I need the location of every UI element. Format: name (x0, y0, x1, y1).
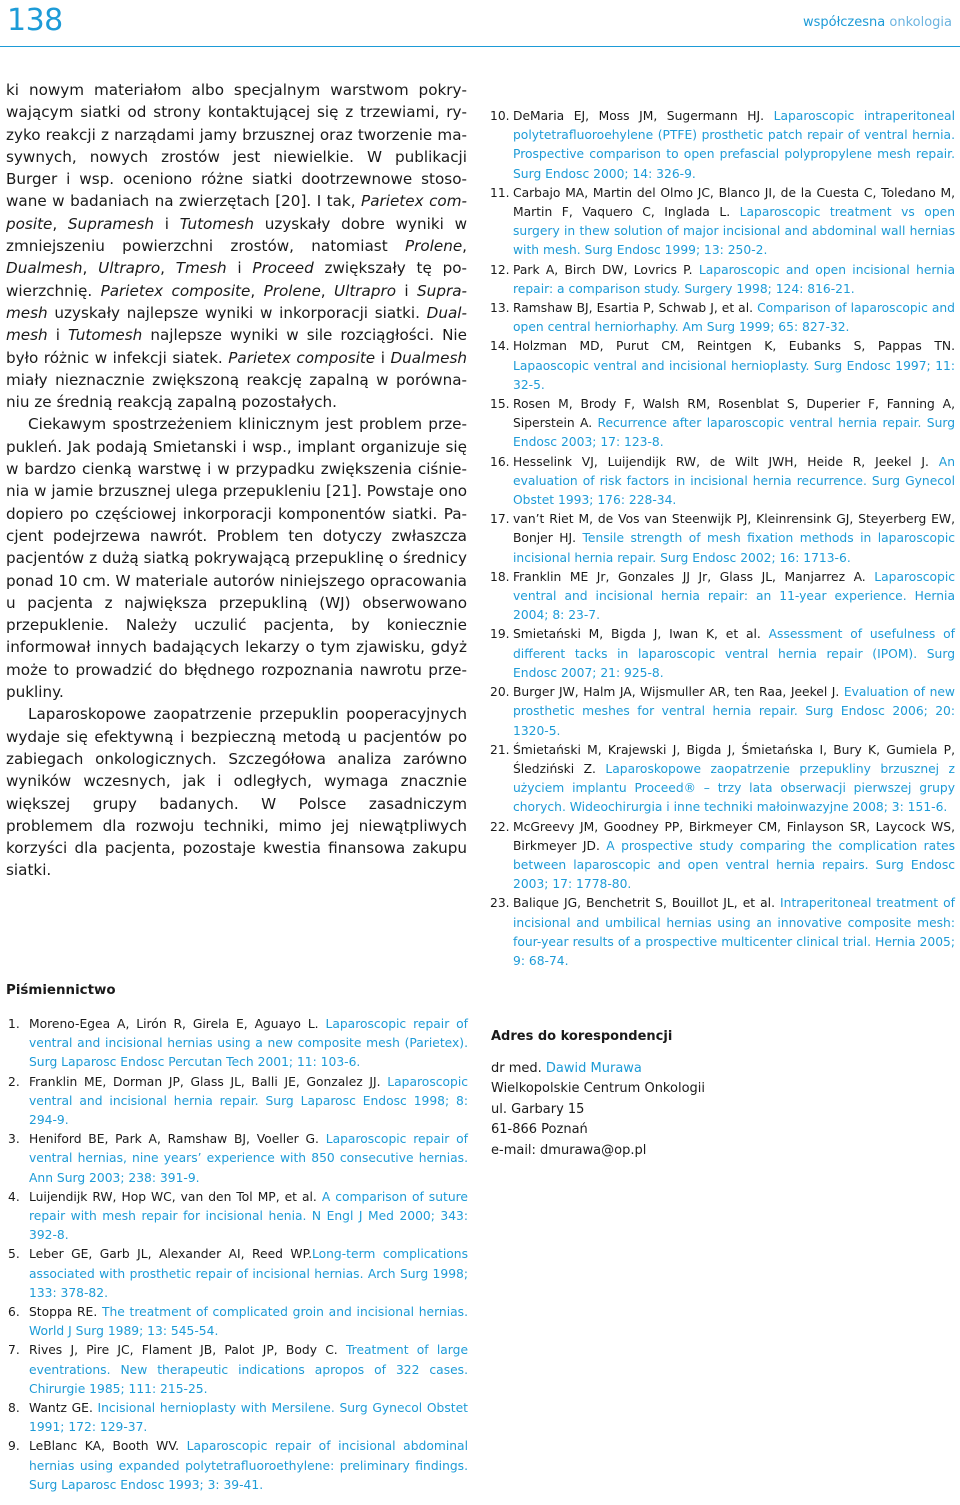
page-header (0, 0, 960, 42)
reference-authors: Smietański M, Bigda J, Iwan K, et al. (513, 627, 769, 642)
reference-item (490, 107, 955, 184)
mesh-name: Prolene (263, 281, 321, 300)
mesh-name: Tutomesh (67, 326, 143, 345)
reference-title: Intraperitoneal treatment of incisional and umbilical hernias using an innovative composite mesh: four-year results of a prospective multicenter clinical trial. Hernia 2005; 9: 68-74. (513, 896, 955, 968)
reference-number: 16. (490, 454, 510, 469)
reference-item (490, 894, 955, 971)
mesh-name: Parietex composite (100, 281, 251, 300)
text-run: ki nowym materiałom albo specjalnym warstwom pokrywającym siatki od strony kontaktującej się z trzewiami, ryzyko reakcji z narządami jamy brzusznej oraz tworzenie masywnych, nowych zrostów jest niewielkie. W publikacji Burger i wsp. oceniono różne siatki dootrzewnowe stosowane w badaniach na zwierzętach [20]. I tak, (6, 81, 467, 211)
references-right-column (490, 107, 955, 971)
reference-authors: Stoppa RE. (29, 1305, 102, 1320)
text-run: uzyskały najlepsze wyniki w inkorporacji siatki. (47, 303, 427, 322)
reference-item (8, 1341, 468, 1399)
correspondence-city: 61-866 Poznań (491, 1122, 588, 1137)
reference-item (490, 261, 955, 299)
reference-item (8, 1015, 468, 1073)
reference-number: 10. (490, 109, 510, 123)
paragraph-2: Ciekawym spostrzeżeniem klinicznym jest problem przepukleń. Jak podają Smietanski i wsp., implant organizuje się w bardzo cienką warstwę i w przypadku zwiększenia ciśnienia w jamie brzusznej ulega przepukleniu [21]. Powstaje ono dopiero po częściowej inkorporacji komponentów siatki. Pacjent podejrzewa nawrót. Problem ten dotyczy zwłaszcza pacjentów z dużą siatką pokrywającą przepuklinę o średnicy ponad 10 cm. W materiale autorów niniejszego opracowania u pacjenta z największa przepukliną (WJ) obserwowano przepuklenie. Należy uczulić pacjenta, by koniecznie informował innych badających lekarzy o tym zjawisku, gdyż może to prowadzić do błędnego rozpoznania nawrotu przepukliny. (6, 415, 467, 702)
reference-number: 6. (8, 1305, 20, 1320)
reference-item (8, 1245, 468, 1303)
reference-item (490, 741, 955, 818)
reference-title: Laparoscopic and open incisional hernia repair: a comparison study. Surgery 1998; 124: 816-21. (513, 262, 956, 296)
reference-title: Laparoscopic repair of ventral hernias, nine years’ experience with 850 consecutive hernias. Ann Surg 2003; 238: 391-9. (29, 1132, 468, 1185)
reference-authors: McGreevy JM, Goodney PP, Birkmeyer CM, Finlayson SR, Laycock WS, Birkmeyer JD. (513, 819, 955, 853)
correspondence-street: ul. Garbary 15 (491, 1101, 585, 1117)
reference-number: 4. (8, 1189, 20, 1204)
reference-authors: Ramshaw BJ, Esartia P, Schwab J, et al. (513, 301, 758, 316)
reference-title: Comparison of laparoscopic and open central herniorhaphy. Am Surg 1999; 65: 827-32. (513, 301, 955, 335)
text-run: , (462, 237, 467, 256)
reference-number: 5. (8, 1247, 20, 1262)
correspondence-block (491, 1027, 791, 1161)
reference-title: Laparoscopic ventral and incisional hernia repair: an 11-year experience. Hernia 2004; 8: 23-7. (513, 569, 955, 623)
reference-authors: LeBlanc KA, Booth WV. (29, 1439, 187, 1454)
correspondence-name-line (491, 1059, 791, 1080)
header-rule (0, 46, 960, 47)
text-run: najlepsze wyniki w sile rozciągłości. Nie było różnic w infekcji siatek. (6, 326, 467, 367)
reference-authors: Rosen M, Brody F, Walsh RM, Rosenblat S, Duperier F, Fanning A, Siperstein A. (513, 397, 955, 431)
mesh-name: Ultrapro (98, 259, 161, 278)
reference-list (8, 1015, 468, 1495)
mesh-name: Dualmesh (6, 259, 83, 278)
reference-authors: Holzman MD, Purut CM, Reintgen K, Eubanks S, Pappas TN. (513, 339, 955, 354)
mesh-name: Supramesh (67, 214, 155, 233)
academic-title: dr med. (491, 1060, 546, 1076)
correspondence-heading: Adres do korespondencji (491, 1029, 673, 1044)
reference-list (490, 107, 955, 971)
reference-authors: Wantz GE. (29, 1401, 98, 1416)
reference-item (490, 299, 955, 337)
mesh-name: Supramesh (6, 281, 467, 322)
reference-item (8, 1073, 468, 1131)
references-left-column (8, 1015, 468, 1495)
reference-authors: Balique JG, Benchetrit S, Bouillot JL, et al. (513, 896, 781, 911)
reference-number: 1. (8, 1017, 20, 1031)
text-run: i (154, 214, 180, 233)
reference-title: Laparoscopic ventral and incisional hernia repair. Surg Laparosc Endosc 1998; 8: 294-9. (29, 1074, 468, 1128)
reference-title: Incisional hernioplasty with Mersilene. Surg Gynecol Obstet 1991; 172: 129-37. (29, 1401, 468, 1435)
reference-authors: Carbajo MA, Martin del Olmo JC, Blanco JI, de la Cuesta C, Toledano M, Martin F, Vaquero C, Inglada L. (513, 185, 955, 220)
reference-number: 17. (490, 512, 510, 527)
reference-item (490, 568, 955, 626)
reference-authors: Heniford BE, Park A, Ramshaw BJ, Voeller G. (29, 1132, 326, 1147)
mesh-name: Tutomesh (179, 214, 255, 233)
text-run: uzyskały dobre wyniki w zmniejszeniu powierzchni zrostów, natomiast (6, 214, 468, 256)
mesh-name: Dualmesh (6, 303, 467, 345)
reference-item (8, 1399, 468, 1437)
reference-authors: Burger JW, Halm JA, Wijsmuller AR, ten Raa, Jeekel J. (513, 685, 844, 700)
text-run: i (47, 326, 68, 345)
text-run: i (396, 281, 418, 300)
mesh-name: Dualmesh (390, 348, 467, 367)
reference-title: Tensile strength of mesh fixation methods in laparoscopic incisional hernia repair. Surg Endosc 2002; 16: 1713-6. (513, 531, 955, 565)
reference-title: Lapaoscopic ventral and incisional hernioplasty. Surg Endosc 1997; 11: 32-5. (513, 358, 955, 392)
reference-item (490, 395, 955, 453)
reference-title: Recurrence after laparoscopic ventral hernia repair. Surg Endosc 2003; 17: 123-8. (513, 416, 956, 450)
journal-name-part1: współczesna (802, 15, 886, 30)
reference-authors: Franklin ME, Dorman JP, Glass JL, Balli JE, Gonzalez JJ. (29, 1074, 388, 1089)
reference-item (490, 683, 955, 741)
reference-title: A prospective study comparing the complication rates between laparoscopic and open ventral hernia repairs. Surg Endosc 2003; 17: 1778-80. (513, 838, 955, 892)
reference-title: Laparoscopic repair of incisional abdominal hernias using expanded polytetrafluoroethylene: preliminary findings. Surg Laparosc Endosc 1993; 3: 39-41. (29, 1439, 468, 1492)
journal-name (803, 14, 952, 32)
reference-item (490, 337, 955, 395)
reference-title: Evaluation of new prosthetic meshes for ventral hernia repair. Surg Endosc 2006; 20: 1320-5. (513, 685, 955, 738)
reference-authors: DeMaria EJ, Moss JM, Sugermann HJ. (513, 109, 774, 123)
reference-number: 13. (490, 301, 510, 316)
reference-number: 23. (490, 896, 510, 911)
reference-number: 3. (8, 1132, 20, 1147)
reference-title: Laparoscopic intraperitoneal polytetrafluoroehylene (PTFE) prosthetic patch repair of ventral hernia. Prospective comparison to open prefascial polypropylene mesh repair. Surg Endosc 2000; 14: 326-9. (513, 109, 955, 181)
reference-title: Assessment of usefulness of different tacks in laparoscopic ventral hernia repair (IPOM). Surg Endosc 2007; 21: 925-8. (513, 627, 955, 680)
reference-item (8, 1130, 468, 1188)
mesh-name: Tmesh (175, 259, 227, 278)
reference-number: 2. (8, 1074, 20, 1089)
text-run: , (52, 214, 68, 233)
reference-title: Laparoscopic repair of ventral and incisional hernias using a new composite mesh (Parietex). Surg Laparosc Endosc Percutan Tech 2001; 11: 103-6. (29, 1017, 469, 1070)
paragraph-1 (6, 79, 467, 413)
author-name: Dawid Murawa (545, 1060, 642, 1076)
reference-authors: Moreno-Egea A, Lirón R, Girela E, Aguayo L. (29, 1017, 326, 1031)
reference-authors: Leber GE, Garb JL, Alexander AI, Reed WP. (29, 1247, 312, 1262)
reference-item (8, 1303, 468, 1341)
reference-number: 20. (490, 685, 510, 700)
reference-number: 12. (490, 262, 510, 277)
text-run: i (375, 348, 391, 367)
text-run: , (320, 281, 335, 300)
references-heading: Piśmiennictwo (6, 983, 116, 998)
reference-authors: Park A, Birch DW, Lovrics P. (513, 262, 699, 277)
text-run: miały nieznacznie zwiększoną reakcję zapalną w porównaniu ze średnią reakcją zapalną pozostałych. (6, 370, 467, 412)
reference-authors: Luijendijk RW, Hop WC, van den Tol MP, et al. (29, 1189, 322, 1204)
reference-item (490, 818, 955, 895)
reference-item (490, 625, 955, 683)
text-run: , (82, 259, 99, 278)
body-text (6, 79, 467, 882)
reference-title: A comparison of suture repair with mesh repair for incisional henia. N Engl J Med 2000; 343: 392-8. (29, 1189, 468, 1243)
text-run: zwiększały tę powierzchnię. (6, 259, 467, 300)
mesh-name: Parietex composite (6, 192, 467, 233)
reference-authors: Franklin ME Jr, Gonzales JJ Jr, Glass JL, Manjarrez A. (513, 569, 875, 584)
reference-item (8, 1188, 468, 1246)
reference-item (490, 453, 955, 511)
reference-title: Treatment of large eventrations. New therapeutic indications apropos of 322 cases. Chirurgie 1985; 111: 215-25. (29, 1343, 469, 1396)
reference-number: 15. (490, 397, 510, 412)
text-run: , (250, 281, 264, 300)
reference-title: Laparoskopowe zaopatrzenie przepukliny brzusznej z użyciem implantu Proceed® – trzy lata obserwacji pierwszej grupy chorych. Wideochirurgia i inne techniki małoinwazyjne 2008; 3: 151-6. (513, 761, 955, 815)
reference-number: 7. (8, 1343, 20, 1358)
text-run: i (226, 259, 253, 278)
correspondence-institution: Wielkopolskie Centrum Onkologii (491, 1081, 705, 1096)
reference-authors: van’t Riet M, de Vos van Steenwijk PJ, Kleinrensink GJ, Steyerberg EW, Bonjer HJ. (513, 512, 955, 546)
reference-title: The treatment of complicated groin and incisional hernias. World J Surg 1989; 13: 545-54. (29, 1305, 468, 1339)
reference-item (8, 1437, 468, 1495)
journal-name-part2: onkologia (889, 15, 952, 30)
correspondence-email[interactable]: e-mail: dmurawa@op.pl (491, 1142, 647, 1158)
mesh-name: Proceed (252, 259, 314, 278)
reference-title: Long-term complications associated with prosthetic repair of incisional hernias. Arch Surg 1998; 133: 378-82. (29, 1247, 468, 1300)
reference-number: 22. (490, 819, 510, 834)
reference-authors: Rives J, Pire JC, Flament JB, Palot JP, Body C. (29, 1343, 346, 1358)
reference-number: 8. (8, 1401, 20, 1416)
mesh-name: Parietex composite (228, 348, 376, 367)
mesh-name: Prolene (404, 237, 463, 256)
reference-number: 18. (490, 569, 510, 584)
reference-number: 21. (490, 742, 510, 757)
page-number: 138 (7, 3, 63, 38)
reference-title: Laparoscopic treatment vs open surgery in thew solution of major incisional and abdominal wall hernias with mesh. Surg Endosc 1999; 13: 250-2. (513, 205, 955, 258)
text-run: , (160, 259, 176, 278)
mesh-name: Ultrapro (334, 281, 397, 300)
main-text-column (6, 79, 467, 882)
paragraph-3: Laparoskopowe zaopatrzenie przepuklin pooperacyjnych wydaje się efektywną i bezpieczną metodą u pacjentów po zabiegach onkologicznych. Szczegółowa analiza zarówno wyników wczesnych, jak i odległych, wymaga znacznie większej grupy badanych. W Polsce zasadniczym problemem dla rozwoju techniki, mimo jej niewątpliwych korzyści dla pacjenta, pozostaje kwestia finansowa zakupu siatki. (6, 705, 467, 880)
reference-authors: Hesselink VJ, Luijendijk RW, de Wilt JWH, Heide R, Jeekel J. (513, 454, 939, 469)
reference-title: An evaluation of risk factors in incisional hernia recurrence. Surg Gynecol Obstet 1993; 176: 228-34. (513, 454, 955, 508)
reference-authors: Śmietański M, Krajewski J, Bigda J, Śmietańska I, Bury K, Gumiela P, Śledziński Z. (513, 742, 955, 776)
reference-number: 19. (490, 627, 510, 642)
reference-item (490, 510, 955, 568)
reference-item (490, 184, 955, 261)
reference-number: 9. (8, 1439, 20, 1454)
reference-number: 14. (490, 339, 510, 354)
reference-number: 11. (490, 185, 510, 200)
